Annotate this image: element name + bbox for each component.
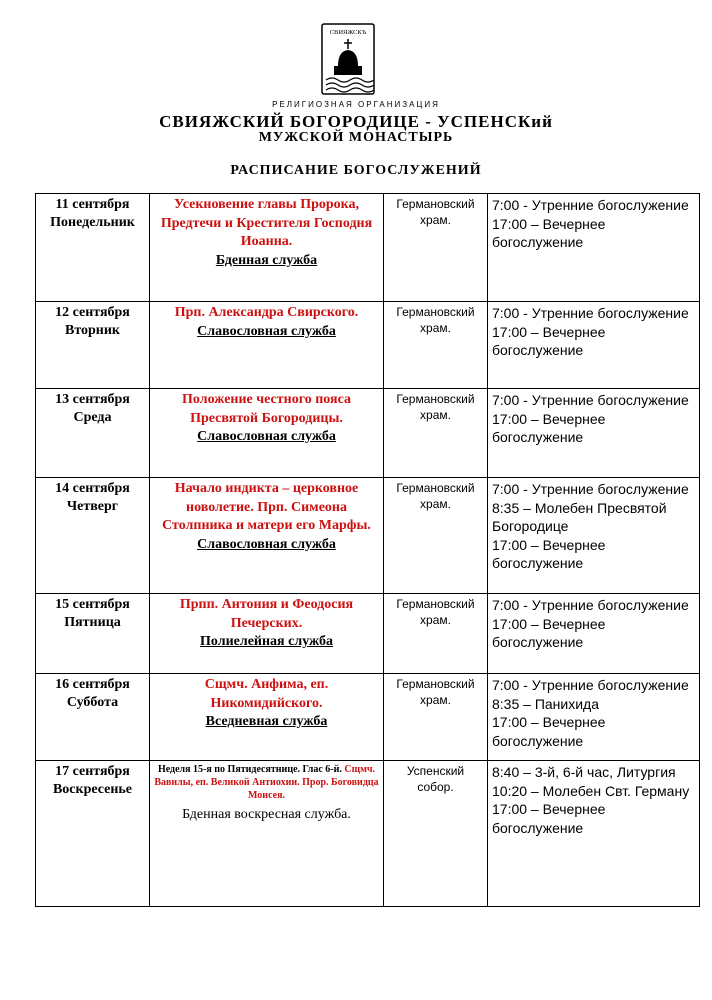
time-entry: 17:00 – Вечернее богослужение [492, 536, 606, 571]
service-type: Бденная воскресная служба. [182, 807, 351, 822]
feast-cell [150, 674, 384, 761]
service-type: Вседневная служба [205, 714, 328, 729]
date: 12 сентября [55, 305, 130, 320]
time-entry: 8:40 – 3-й, 6-й час, Литургия [492, 764, 676, 780]
schedule-table [35, 193, 700, 907]
date-cell [36, 478, 150, 594]
time-entry: 17:00 – Вечернее богослужение [492, 714, 606, 749]
feast-cell [150, 389, 384, 478]
date-cell [36, 194, 150, 302]
place-cell: Германовский храм. [384, 194, 488, 302]
time-entry: 8:35 – Молебен Пресвятой Богородице [492, 499, 667, 534]
time-entry: 8:35 – Панихида [492, 695, 599, 712]
date: 17 сентября [55, 764, 130, 779]
service-type: Полиелейная служба [200, 634, 333, 649]
schedule-row [36, 674, 700, 761]
time-entry: 7:00 - Утренние богослужение [492, 481, 689, 497]
feast-name: Сщмч. Анфима, еп. Никомидийского. [204, 677, 329, 711]
time-entry: 17:00 – Вечернее богослужение [492, 323, 606, 358]
service-type: Славословная служба [197, 323, 336, 339]
place-cell: Успенский собор. [384, 761, 488, 907]
feast-cell [150, 478, 384, 594]
svg-text:СВИЯЖСКЪ: СВИЯЖСКЪ [329, 29, 367, 36]
weekday: Пятница [64, 615, 121, 630]
organization-type: РЕЛИГИОЗНАЯ ОРГАНИЗАЦИЯ [272, 100, 440, 109]
weekday: Воскресенье [52, 782, 133, 797]
place-cell: Германовский храм. [384, 302, 488, 389]
weekday: Суббота [66, 695, 119, 710]
service-type: Славословная служба [197, 429, 336, 444]
place-cell: Германовский храм. [384, 389, 488, 478]
date: 14 сентября [55, 481, 130, 496]
monastery-logo [320, 22, 376, 96]
date-cell [36, 389, 150, 478]
weekday: Понедельник [50, 215, 135, 230]
weekday: Четверг [66, 499, 119, 514]
date: 15 сентября [55, 597, 130, 612]
organization-name-line2: МУЖСКОЙ МОНАСТЫРЬ [258, 130, 454, 145]
feast-name: Начало индикта – церковное новолетие. Прп. Симеона Столпника и матери его Марфы. [162, 481, 371, 533]
time-entry: 10:20 – Молебен Свт. Герману [492, 782, 690, 799]
feast-cell [150, 594, 384, 674]
date-cell [36, 594, 150, 674]
date: 13 сентября [55, 392, 130, 407]
date: 11 сентября [55, 197, 130, 212]
times-cell [488, 302, 700, 389]
times-cell [488, 389, 700, 478]
date: 16 сентября [55, 677, 130, 692]
feast-cell [150, 302, 384, 389]
times-cell [488, 478, 700, 594]
feast-cell [150, 194, 384, 302]
time-entry: 7:00 - Утренние богослужение [492, 392, 689, 408]
time-entry: 17:00 – Вечернее богослужение [492, 215, 606, 250]
feast-name: Прп. Александра Свирского. [174, 305, 359, 320]
weekday: Вторник [64, 323, 120, 338]
place-cell: Германовский храм. [384, 594, 488, 674]
schedule-row [36, 594, 700, 674]
weekday: Среда [73, 410, 112, 425]
feast-name: Сщмч. Вавилы, еп. Великой Антиохии. Прор. Боговидца Моисея. [154, 764, 379, 801]
date-cell [36, 761, 150, 907]
organization-name: СВИЯЖСКИЙ БОГОРОДИЦЕ - УСПЕНСКий [159, 112, 553, 131]
place-cell: Германовский храм. [384, 674, 488, 761]
place-cell: Германовский храм. [384, 478, 488, 594]
schedule-row [36, 194, 700, 302]
time-entry: 17:00 – Вечернее богослужение [492, 410, 606, 445]
time-entry: 7:00 - Утренние богослужение [492, 305, 689, 321]
time-entry: 7:00 - Утренние богослужение [492, 197, 689, 213]
feast-cell [150, 761, 384, 907]
times-cell [488, 674, 700, 761]
date-cell [36, 674, 150, 761]
service-type: Бденная служба [215, 252, 318, 268]
time-entry: 17:00 – Вечернее богослужение [492, 801, 606, 836]
schedule-row [36, 478, 700, 594]
service-type: Славословная служба [197, 536, 336, 552]
time-entry: 7:00 - Утренние богослужение [492, 597, 689, 613]
feast-lead: Неделя 15-я по Пятидесятнице. Глас 6-й. [157, 764, 342, 775]
schedule-row [36, 761, 700, 907]
time-entry: 17:00 – Вечернее богослужение [492, 615, 606, 650]
schedule-row [36, 302, 700, 389]
times-cell [488, 761, 700, 907]
schedule-row [36, 389, 700, 478]
times-cell [488, 594, 700, 674]
feast-name: Прпп. Антония и Феодосия Печерских. [179, 597, 354, 631]
schedule-title: РАСПИСАНИЕ БОГОСЛУЖЕНИЙ [230, 163, 482, 178]
times-cell [488, 194, 700, 302]
feast-name: Положение честного пояса Пресвятой Богородицы. [182, 392, 351, 426]
time-entry: 7:00 - Утренние богослужение [492, 677, 689, 693]
feast-name: Усекновение главы Пророка, Предтечи и Крестителя Господня Иоанна. [160, 197, 373, 249]
date-cell [36, 302, 150, 389]
